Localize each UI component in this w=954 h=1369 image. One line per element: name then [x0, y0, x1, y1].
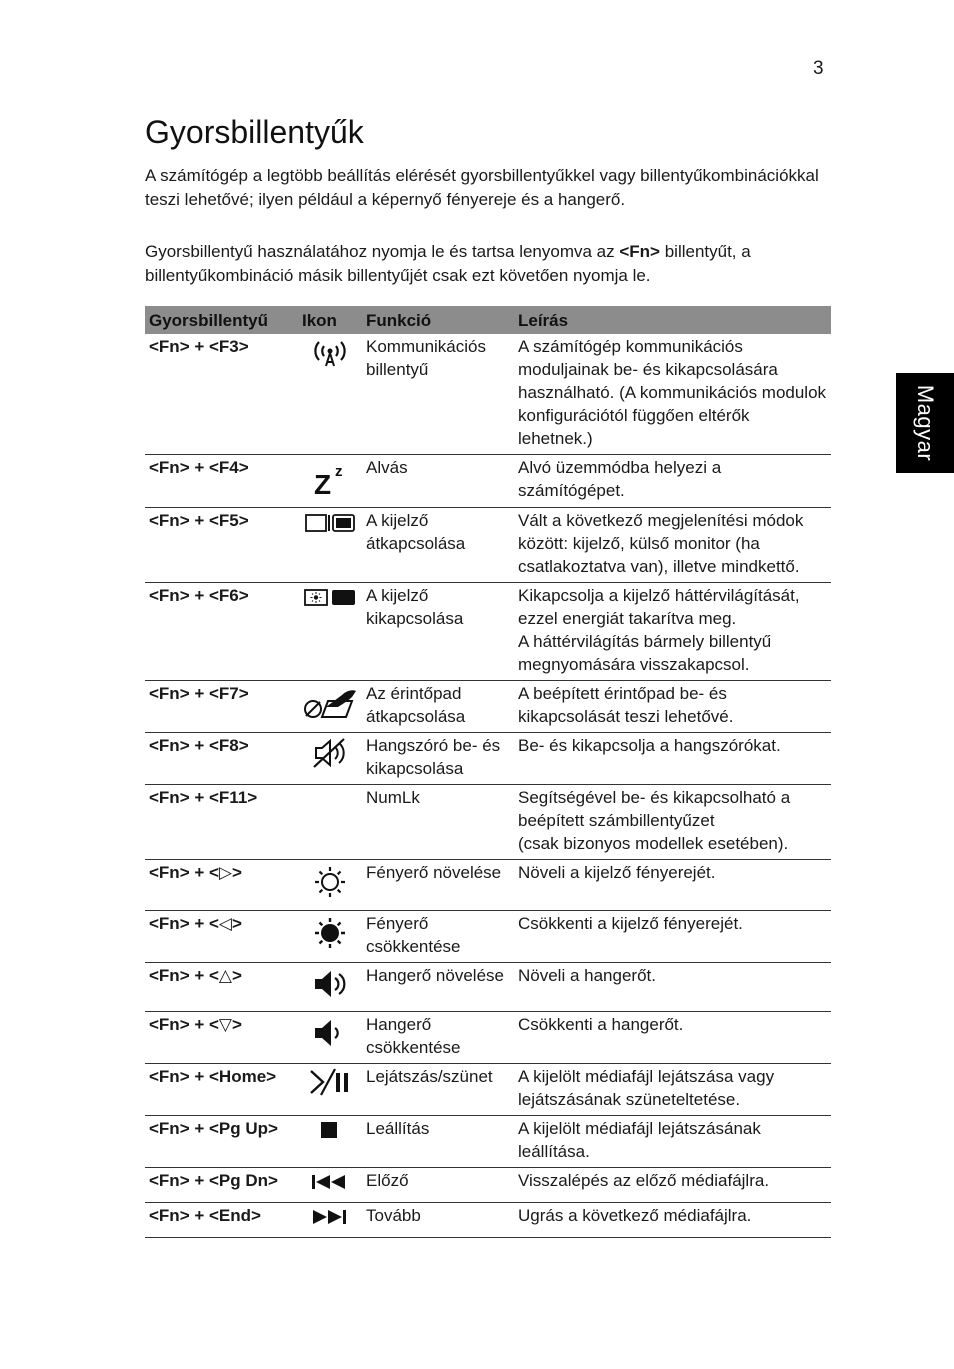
hotkey-cell: <Fn> + <F6>: [145, 583, 298, 681]
volume-up-icon: [311, 986, 349, 1005]
table-row: [145, 508, 831, 583]
function-cell: A kijelző átkapcsolása: [362, 508, 514, 583]
hotkey-cell: <Fn> + <F8>: [145, 733, 298, 785]
function-cell: Tovább: [362, 1203, 514, 1238]
description-cell: Növeli a hangerőt.: [514, 963, 831, 1012]
sleep-icon: [311, 463, 349, 501]
table-row: [145, 1203, 831, 1238]
instruction-text: Gyorsbillentyű használatához nyomja le és tartsa lenyomva az: [145, 242, 620, 261]
display-toggle-icon: [304, 521, 356, 540]
description-cell: A kijelölt médiafájl lejátszásának leállítása.: [514, 1116, 831, 1168]
hotkey-cell: <Fn> + <Pg Up>: [145, 1116, 298, 1168]
table-row: [145, 583, 831, 681]
function-cell: Hangerő növelése: [362, 963, 514, 1012]
function-cell: Fényerő növelése: [362, 860, 514, 911]
function-cell: Alvás: [362, 455, 514, 508]
hotkey-cell: <Fn> + <F11>: [145, 785, 298, 860]
wireless-icon: [311, 353, 349, 372]
table-row: [145, 785, 831, 860]
icon-cell: [298, 911, 362, 963]
table-row: [145, 1012, 831, 1064]
next-icon: [310, 1212, 350, 1231]
brightness-up-icon: [312, 885, 348, 904]
brightness-down-icon: [312, 936, 348, 955]
header-hotkey: Gyorsbillentyű: [145, 306, 298, 334]
icon-cell: [298, 785, 362, 860]
language-tab: [896, 373, 954, 473]
svg-text:z: z: [335, 463, 343, 480]
description-cell: Csökkenti a kijelző fényerejét.: [514, 911, 831, 963]
function-cell: Fényerő csökkentése: [362, 911, 514, 963]
icon-cell: [298, 508, 362, 583]
svg-text:Z: Z: [314, 469, 332, 497]
hotkey-cell: <Fn> + <F5>: [145, 508, 298, 583]
header-icon: Ikon: [298, 306, 362, 334]
page-title: Gyorsbillentyűk: [145, 114, 364, 150]
table-row: [145, 963, 831, 1012]
hotkey-cell: <Fn> + <End>: [145, 1203, 298, 1238]
stop-icon: [319, 1127, 341, 1146]
icon-cell: [298, 334, 362, 455]
hotkey-cell: <Fn> + <▽>: [145, 1012, 298, 1064]
table-row: [145, 1064, 831, 1116]
icon-cell: [298, 733, 362, 785]
fn-key-label: <Fn>: [619, 242, 660, 261]
intro-paragraph: A számítógép a legtöbb beállítás elérését gyorsbillentyűkkel vagy billentyűkombinációkkal teszi lehetővé; ilyen például a képernyő fényereje és a hangerő.: [145, 166, 819, 209]
table-row: [145, 1116, 831, 1168]
speaker-mute-icon: [311, 754, 349, 773]
function-cell: NumLk: [362, 785, 514, 860]
description-cell: Növeli a kijelző fényerejét.: [514, 860, 831, 911]
icon-cell: [298, 1064, 362, 1116]
table-header-row: [145, 306, 831, 334]
volume-down-icon: [311, 1035, 349, 1054]
icon-cell: [298, 963, 362, 1012]
header-description: Leírás: [514, 306, 831, 334]
instruction-text-end: billentyűt, a billentyűkombináció másik billentyűjét csak ezt követően nyomja le.: [145, 242, 751, 285]
function-cell: Kommunikációs billentyű: [362, 334, 514, 455]
icon-cell: [298, 1203, 362, 1238]
description-cell: Alvó üzemmódba helyezi a számítógépet.: [514, 455, 831, 508]
description-cell: Be- és kikapcsolja a hangszórókat.: [514, 733, 831, 785]
instruction-paragraph: [145, 240, 835, 287]
hotkey-cell: <Fn> + <F4>: [145, 455, 298, 508]
icon-cell: [298, 583, 362, 681]
icon-cell: [298, 455, 362, 508]
hotkey-cell: <Fn> + <◁>: [145, 911, 298, 963]
header-function: Funkció: [362, 306, 514, 334]
table-row: [145, 455, 831, 508]
description-cell: Visszalépés az előző médiafájlra.: [514, 1168, 831, 1203]
function-cell: Az érintőpad átkapcsolása: [362, 681, 514, 733]
hotkey-cell: <Fn> + <Home>: [145, 1064, 298, 1116]
table-row: [145, 911, 831, 963]
function-cell: Lejátszás/szünet: [362, 1064, 514, 1116]
function-cell: A kijelző kikapcsolása: [362, 583, 514, 681]
function-cell: Hangszóró be- és kikapcsolása: [362, 733, 514, 785]
table-row: [145, 681, 831, 733]
hotkey-cell: <Fn> + <F7>: [145, 681, 298, 733]
table-row: [145, 1168, 831, 1203]
page-number: 3: [813, 58, 824, 79]
description-cell: Kikapcsolja a kijelző háttérvilágítását, ezzel energiát takarítva meg. A háttérvilágítás bármely billentyű megnyomására visszakapcsol.: [514, 583, 831, 681]
table-row: [145, 334, 831, 455]
description-cell: A kijelölt médiafájl lejátszása vagy lejátszásának szüneteltetése.: [514, 1064, 831, 1116]
icon-cell: [298, 1116, 362, 1168]
hotkey-table: [145, 306, 831, 1238]
hotkey-cell: <Fn> + <▷>: [145, 860, 298, 911]
hotkey-cell: <Fn> + <Pg Dn>: [145, 1168, 298, 1203]
description-cell: Segítségével be- és kikapcsolható a beépített számbillentyűzet (csak bizonyos modellek esetében).: [514, 785, 831, 860]
play-pause-icon: [308, 1081, 352, 1100]
function-cell: Leállítás: [362, 1116, 514, 1168]
hotkey-cell: <Fn> + <△>: [145, 963, 298, 1012]
description-cell: A számítógép kommunikációs moduljainak be- és kikapcsolására használható. (A kommunikációs modulok konfigurációtól függően eltérők lehetnek.): [514, 334, 831, 455]
display-off-icon: [303, 594, 357, 613]
hotkey-cell: <Fn> + <F3>: [145, 334, 298, 455]
language-tab-label: Magyar: [913, 384, 939, 462]
function-cell: Hangerő csökkentése: [362, 1012, 514, 1064]
previous-icon: [310, 1177, 350, 1196]
icon-cell: [298, 1168, 362, 1203]
description-cell: Ugrás a következő médiafájlra.: [514, 1203, 831, 1238]
icon-cell: [298, 860, 362, 911]
table-row: [145, 860, 831, 911]
icon-cell: [298, 681, 362, 733]
description-cell: Csökkenti a hangerőt.: [514, 1012, 831, 1064]
table-row: [145, 733, 831, 785]
description-cell: A beépített érintőpad be- és kikapcsolását teszi lehetővé.: [514, 681, 831, 733]
function-cell: Előző: [362, 1168, 514, 1203]
touchpad-toggle-icon: [302, 706, 358, 725]
description-cell: Vált a következő megjelenítési módok között: kijelző, külső monitor (ha csatlakoztatva van), illetve mindkettő.: [514, 508, 831, 583]
icon-cell: [298, 1012, 362, 1064]
